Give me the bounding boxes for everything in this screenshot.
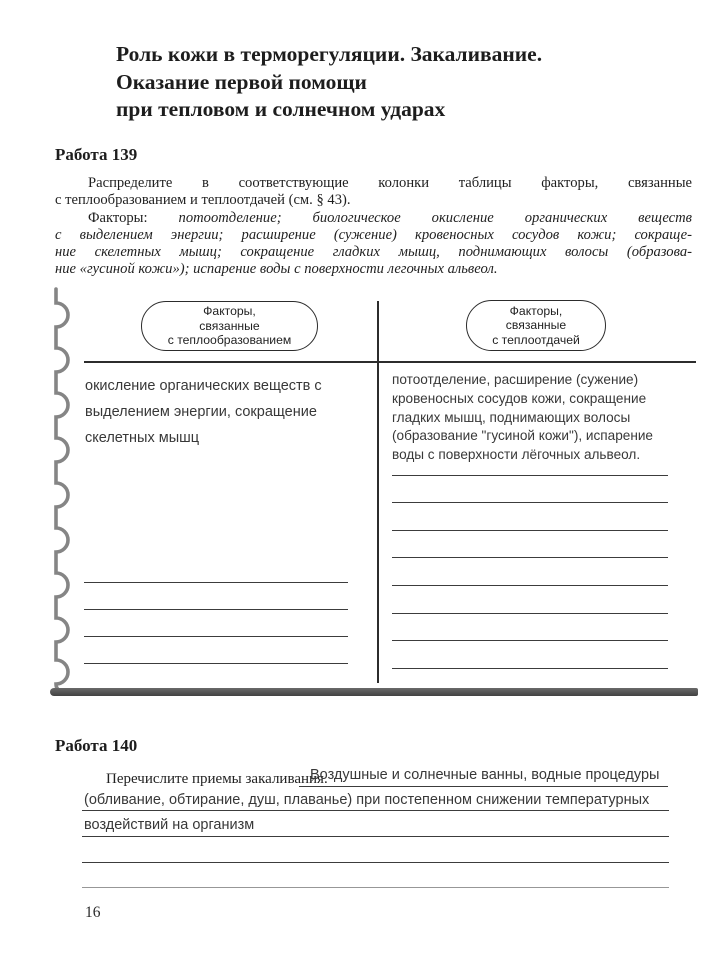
text-line: ние скелетных мышц; сокращение гладких мышц, поднимающих волосы (образова- <box>55 244 692 261</box>
task-140-answer-line-3: воздействий на организм <box>84 817 255 833</box>
sheet-bottom-shadow <box>50 688 698 696</box>
blank-writing-line <box>392 641 668 669</box>
blank-writing-line <box>392 586 668 614</box>
text-line: с теплоотдачей <box>492 332 580 347</box>
text-line: при тепловом и солнечном ударах <box>116 97 446 121</box>
answer-underline <box>82 836 669 837</box>
text-line: потоотделение, расширение (сужение) <box>392 372 639 387</box>
text-line: Роль кожи в терморегуляции. Закаливание. <box>116 42 543 66</box>
task-140-heading: Работа 140 <box>55 736 138 755</box>
notebook-spiral-edge <box>38 283 80 701</box>
task-139-intro-paragraph <box>55 175 692 210</box>
text-line: кровеносных сосудов кожи, сокращение <box>392 390 647 406</box>
answer-heat-production <box>85 373 370 451</box>
page-number: 16 <box>85 904 101 921</box>
text-line: связанные <box>505 318 567 333</box>
text-line: с теплообразованием и теплоотдачей (см. § 43). <box>55 192 351 209</box>
blank-lines-left-column <box>84 556 348 664</box>
text-line: (образование "гусиной кожи"), испарение <box>392 428 653 444</box>
text-line: Распределите в соответствующие колонки таблицы факторы, связанные <box>88 175 692 191</box>
blank-writing-line <box>392 476 668 504</box>
blank-writing-line <box>84 637 348 664</box>
text-line: гладких мышц, поднимающих волосы <box>392 409 631 425</box>
text-line: Факторы, <box>509 303 563 318</box>
task-139-heading: Работа 139 <box>55 145 138 164</box>
text-line: воды с поверхности лёгочных альвеол. <box>392 447 641 463</box>
text-line: окисление органических веществ с <box>85 378 322 394</box>
text-line <box>55 210 692 227</box>
answer-underline <box>82 810 669 811</box>
table-header-heat-loss <box>466 300 606 351</box>
text-line: выделением энергии, сокращение <box>85 404 317 420</box>
blank-writing-line <box>82 887 669 888</box>
text-line: скелетных мышц <box>85 430 200 446</box>
text-line: с теплообразованием <box>167 333 292 348</box>
paragraph-label: Факторы: <box>88 209 179 226</box>
blank-lines-right-column <box>392 448 668 669</box>
text-line: Оказание первой помощи <box>116 69 367 94</box>
table-header-rule <box>84 361 696 363</box>
table-header-heat-production <box>141 301 318 351</box>
answer-underline <box>299 786 668 787</box>
blank-writing-line <box>82 862 669 863</box>
text-line: Факторы, <box>203 304 256 319</box>
text-line: с выделением энергии; расширение (сужение) кровеносных сосудов кожи; сокраще- <box>55 226 692 243</box>
task-140-answer-line-1: Воздушные и солнечные ванны, водные процедуры <box>310 767 660 783</box>
blank-writing-line <box>84 583 348 610</box>
text-line: ние «гусиной кожи»); испарение воды с поверхности легочных альвеол. <box>55 261 498 278</box>
page-title <box>116 41 696 124</box>
text-line: связанные <box>199 318 260 333</box>
blank-writing-line <box>392 531 668 559</box>
task-139-instructions <box>55 175 692 279</box>
blank-writing-line <box>392 448 668 476</box>
blank-writing-line <box>392 503 668 531</box>
task-139-factors-paragraph <box>55 210 692 279</box>
paragraph-text: потоотделение; биологическое окисление органических веществ <box>178 209 693 226</box>
task-140-answer-line-2: (обливание, обтирание, душ, плаванье) при постепенном снижении температурных <box>84 792 650 808</box>
blank-writing-line <box>392 614 668 642</box>
table-column-divider <box>377 301 379 683</box>
task-140-question: Перечислите приемы закаливания. <box>106 771 328 787</box>
blank-writing-line <box>84 610 348 637</box>
blank-writing-line <box>84 556 348 583</box>
blank-writing-line <box>392 558 668 586</box>
